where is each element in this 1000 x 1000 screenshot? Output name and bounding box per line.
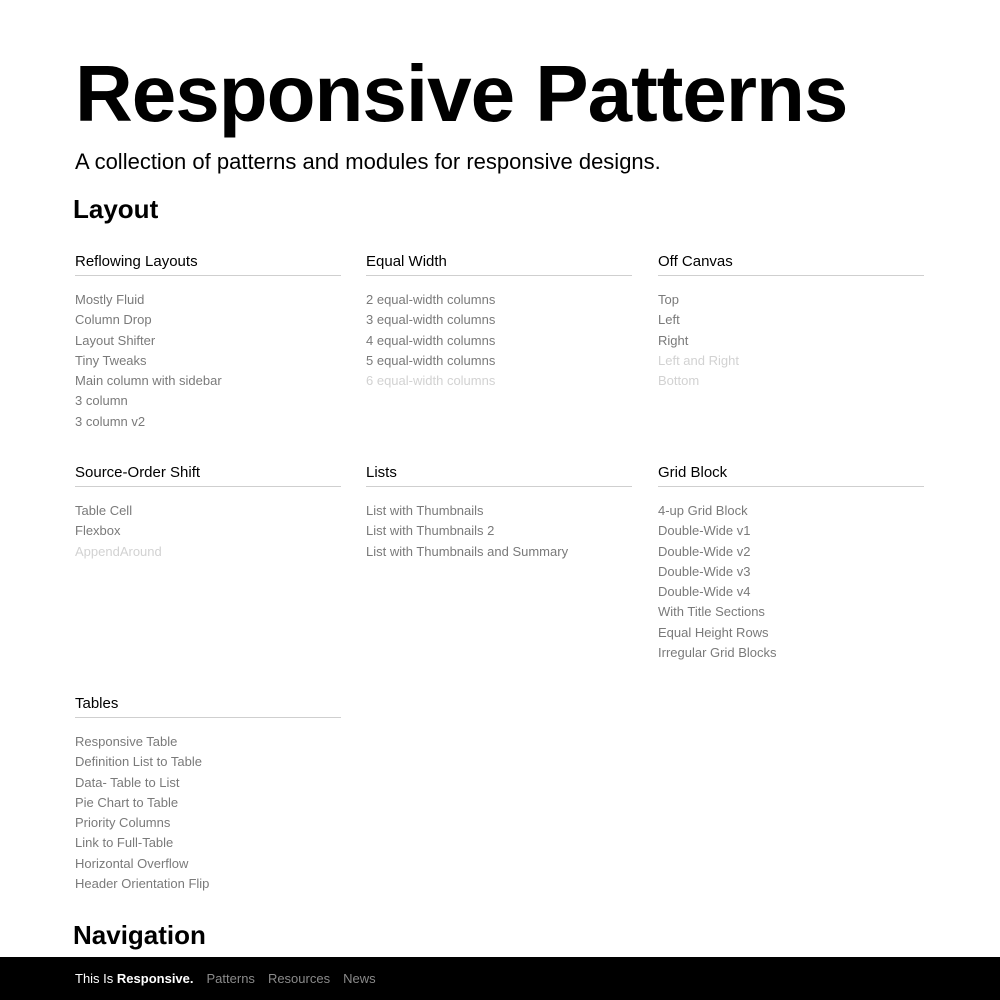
pattern-link-with-title-sections[interactable]: With Title Sections <box>658 604 765 620</box>
pattern-list <box>366 501 632 562</box>
pattern-link-4-equal-width-columns[interactable]: 4 equal-width columns <box>366 332 496 348</box>
pattern-item-6-equal-width-columns-unavailable: 6 equal-width columns <box>366 373 496 389</box>
site-brand-link[interactable] <box>75 971 194 986</box>
group-title: Lists <box>366 464 632 487</box>
pattern-link-main-column-with-sidebar[interactable]: Main column with sidebar <box>75 373 222 389</box>
pattern-item-left-and-right-unavailable: Left and Right <box>658 352 739 368</box>
pattern-link-priority-columns[interactable]: Priority Columns <box>75 815 171 831</box>
footer-link-resources[interactable]: Resources <box>267 971 331 986</box>
pattern-list <box>75 501 341 562</box>
pattern-link-responsive-table[interactable]: Responsive Table <box>75 734 178 749</box>
group-lists <box>366 464 632 562</box>
group-title: Tables <box>75 695 341 718</box>
pattern-link-right[interactable]: Right <box>658 332 689 348</box>
group-title: Off Canvas <box>658 253 924 276</box>
group-title: Equal Width <box>366 253 632 276</box>
group-reflowing-layouts <box>75 253 341 432</box>
pattern-link-tiny-tweaks[interactable]: Tiny Tweaks <box>75 352 147 368</box>
pattern-link-pie-chart-to-table[interactable]: Pie Chart to Table <box>75 794 179 810</box>
pattern-link-2-equal-width-columns[interactable]: 2 equal-width columns <box>366 292 496 307</box>
section-heading-navigation: Navigation <box>73 920 206 950</box>
pattern-link-3-column-v2[interactable]: 3 column v2 <box>75 413 146 429</box>
pattern-link-top[interactable]: Top <box>658 292 679 307</box>
pattern-link-list-with-thumbnails-2[interactable]: List with Thumbnails 2 <box>366 523 495 539</box>
brand-bold: Responsive. <box>116 971 194 986</box>
pattern-item-bottom-unavailable: Bottom <box>658 373 700 389</box>
pattern-link-flexbox[interactable]: Flexbox <box>75 523 121 539</box>
group-title: Reflowing Layouts <box>75 253 341 276</box>
group-off-canvas <box>658 253 924 391</box>
pattern-link-horizontal-overflow[interactable]: Horizontal Overflow <box>75 855 189 871</box>
group-source-order-shift <box>75 464 341 562</box>
pattern-link-header-orientation-flip[interactable]: Header Orientation Flip <box>75 876 210 892</box>
pattern-link-4-up-grid-block[interactable]: 4-up Grid Block <box>658 503 748 518</box>
pattern-link-equal-height-rows[interactable]: Equal Height Rows <box>658 624 769 640</box>
pattern-item-appendaround-unavailable: AppendAround <box>75 543 162 559</box>
footer-nav-bar <box>0 957 1000 1000</box>
pattern-list <box>75 290 341 432</box>
pattern-link-column-drop[interactable]: Column Drop <box>75 312 152 328</box>
page-title: Responsive Patterns <box>75 49 848 138</box>
pattern-list <box>658 290 924 391</box>
pattern-link-5-equal-width-columns[interactable]: 5 equal-width columns <box>366 352 496 368</box>
pattern-link-double-wide-v2[interactable]: Double-Wide v2 <box>658 543 751 559</box>
group-grid-block <box>658 464 924 663</box>
pattern-link-list-with-thumbnails-and-summary[interactable]: List with Thumbnails and Summary <box>366 543 569 559</box>
pattern-link-double-wide-v1[interactable]: Double-Wide v1 <box>658 523 751 539</box>
group-equal-width <box>366 253 632 391</box>
pattern-link-3-column[interactable]: 3 column <box>75 393 128 409</box>
group-title: Source-Order Shift <box>75 464 341 487</box>
footer-link-news[interactable]: News <box>343 971 376 986</box>
pattern-link-link-to-full-table[interactable]: Link to Full-Table <box>75 835 174 851</box>
pattern-link-mostly-fluid[interactable]: Mostly Fluid <box>75 292 145 307</box>
pattern-link-definition-list-to-table[interactable]: Definition List to Table <box>75 754 202 770</box>
pattern-link-table-cell[interactable]: Table Cell <box>75 503 133 518</box>
pattern-link-data-table-to-list[interactable]: Data- Table to List <box>75 774 180 790</box>
brand-prefix: This Is <box>75 971 114 986</box>
pattern-link-double-wide-v3[interactable]: Double-Wide v3 <box>658 563 751 579</box>
pattern-link-irregular-grid-blocks[interactable]: Irregular Grid Blocks <box>658 645 777 661</box>
pattern-link-list-with-thumbnails[interactable]: List with Thumbnails <box>366 503 484 518</box>
group-title: Grid Block <box>658 464 924 487</box>
footer-link-patterns[interactable]: Patterns <box>206 971 255 986</box>
group-tables <box>75 695 341 894</box>
pattern-list <box>658 501 924 663</box>
pattern-link-left[interactable]: Left <box>658 312 680 328</box>
pattern-link-3-equal-width-columns[interactable]: 3 equal-width columns <box>366 312 496 328</box>
pattern-list <box>75 732 341 894</box>
pattern-link-layout-shifter[interactable]: Layout Shifter <box>75 332 156 348</box>
pattern-link-double-wide-v4[interactable]: Double-Wide v4 <box>658 584 751 600</box>
page-tagline: A collection of patterns and modules for responsive designs. <box>75 149 661 174</box>
section-heading-layout: Layout <box>73 194 159 224</box>
pattern-list <box>366 290 632 391</box>
